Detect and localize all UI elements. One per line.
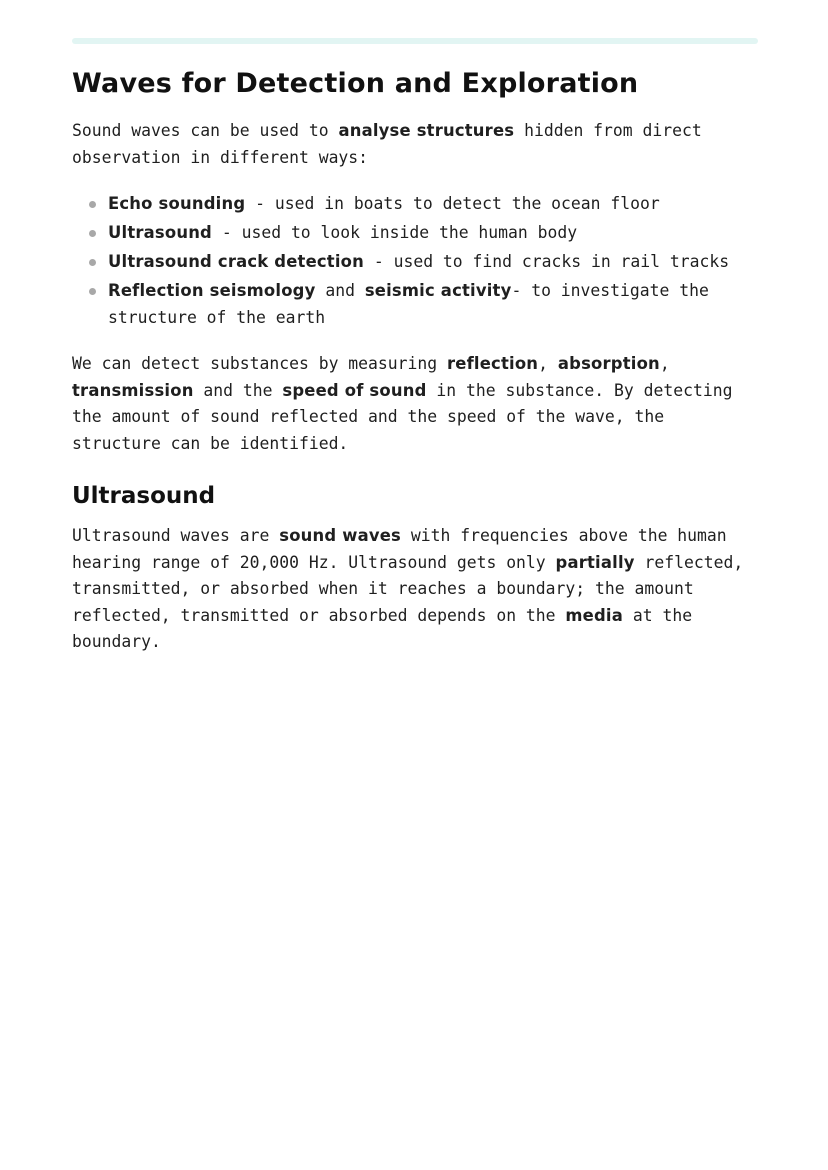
page-title: Waves for Detection and Exploration: [72, 68, 639, 99]
top-divider: [72, 38, 758, 44]
list-item: Ultrasound - used to look inside the human body: [108, 220, 758, 247]
bullet-icon: [89, 288, 96, 295]
section-heading-ultrasound: Ultrasound: [72, 483, 216, 509]
list-item: Reflection seismology and seismic activity- to investigate the structure of the earth: [108, 278, 758, 331]
ultrasound-paragraph: Ultrasound waves are sound waves with frequencies above the human hearing range of 20,000 Hz. Ultrasound gets only partially reflected, transmitted, or absorbed when it reaches a boundary; the amount reflected, transmitted or absorbed depends on the media at the boundary.: [72, 526, 744, 651]
detection-paragraph: We can detect substances by measuring reflection, absorption, transmission and the speed of sound in the substance. By detecting the amount of sound reflected and the speed of the wave, the structure can be identified.: [72, 354, 733, 453]
emphasis-analyse-structures: analyse structures: [338, 121, 515, 140]
list-item: Echo sounding - used in boats to detect the ocean floor: [108, 191, 758, 218]
detection-methods-list: [72, 191, 758, 331]
list-item: Ultrasound crack detection - used to find cracks in rail tracks: [108, 249, 758, 276]
intro-paragraph: Sound waves can be used to analyse structures hidden from direct observation in different ways:: [72, 121, 702, 167]
bullet-icon: [89, 259, 96, 266]
bullet-icon: [89, 230, 96, 237]
document-page: [72, 38, 758, 656]
bullet-icon: [89, 201, 96, 208]
